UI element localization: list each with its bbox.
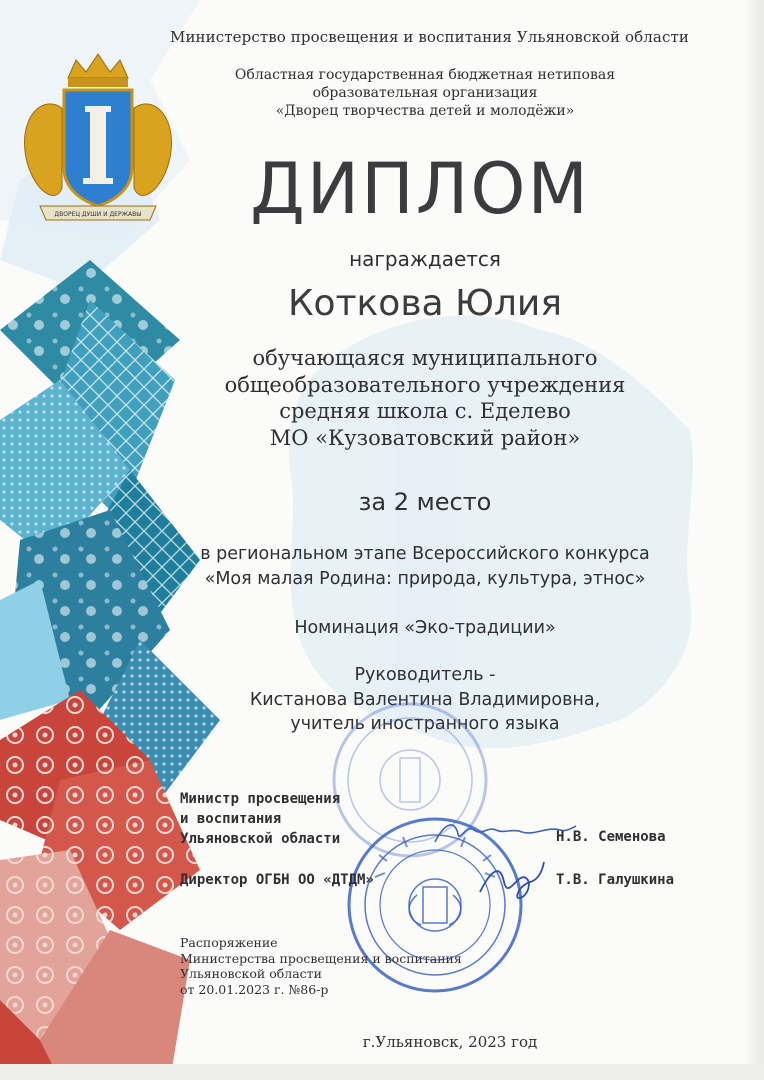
mentor-line: учитель иностранного языка	[290, 714, 560, 734]
organization-line: «Дворец творчества детей и молодёжи»	[275, 103, 575, 119]
order-line: от 20.01.2023 г. №86-р	[180, 981, 329, 997]
order-line: Распоряжение	[180, 935, 278, 950]
school-line: обучающаяся муниципального	[252, 346, 598, 370]
awarded-text: награждается	[349, 247, 501, 271]
mentor-line: Руководитель -	[354, 665, 496, 685]
order-line: Министерства просвещения и воспитания	[180, 950, 462, 966]
scan-edge-bottom	[0, 1064, 764, 1080]
organization-header	[190, 66, 660, 120]
director-name: Т.В. Галушкина	[556, 872, 675, 888]
minister-title-line: Министр просвещения	[180, 791, 341, 807]
scan-edge-right	[742, 0, 764, 1080]
school-info	[170, 345, 680, 451]
place-text: за 2 место	[358, 488, 492, 516]
minister-title	[180, 789, 340, 849]
ulyanovsk-coat-of-arms-icon	[10, 48, 186, 234]
ministry-header: Министерство просвещения и воспитания Ульяновской области	[170, 28, 689, 46]
order-reference	[180, 935, 462, 997]
minister-title-line: и воспитания	[180, 811, 282, 827]
organization-line: образовательная организация	[312, 85, 538, 101]
city-year-footer: г.Ульяновск, 2023 год	[362, 1033, 538, 1051]
minister-title-line: Ульяновской области	[180, 831, 341, 847]
minister-name: Н.В. Семенова	[556, 829, 666, 845]
organization-line: Областная государственная бюджетная нетиповая	[234, 67, 616, 83]
contest-info	[160, 542, 690, 592]
recipient-name: Коткова Юлия	[288, 283, 562, 324]
diploma-title: ДИПЛОМ	[250, 148, 590, 230]
order-line: Ульяновской области	[180, 966, 322, 981]
nomination-text: Номинация «Эко-традиции»	[294, 618, 556, 638]
crest-motto: ДВОРЕЦ ДУШИ И ДЕРЖАВЫ	[54, 211, 142, 218]
contest-line: в региональном этапе Всероссийского конкурса	[200, 544, 650, 564]
school-line: МО «Кузоватовский район»	[269, 425, 581, 450]
director-title: Директор ОГБН ОО «ДТДМ»	[180, 872, 374, 888]
school-line: средняя школа с. Еделево	[279, 399, 571, 423]
contest-line: «Моя малая Родина: природа, культура, этнос»	[204, 569, 646, 589]
school-line: общеобразовательного учреждения	[224, 372, 626, 397]
mentor-line: Кистанова Валентина Владимировна,	[249, 689, 601, 710]
director-signature	[470, 852, 550, 912]
